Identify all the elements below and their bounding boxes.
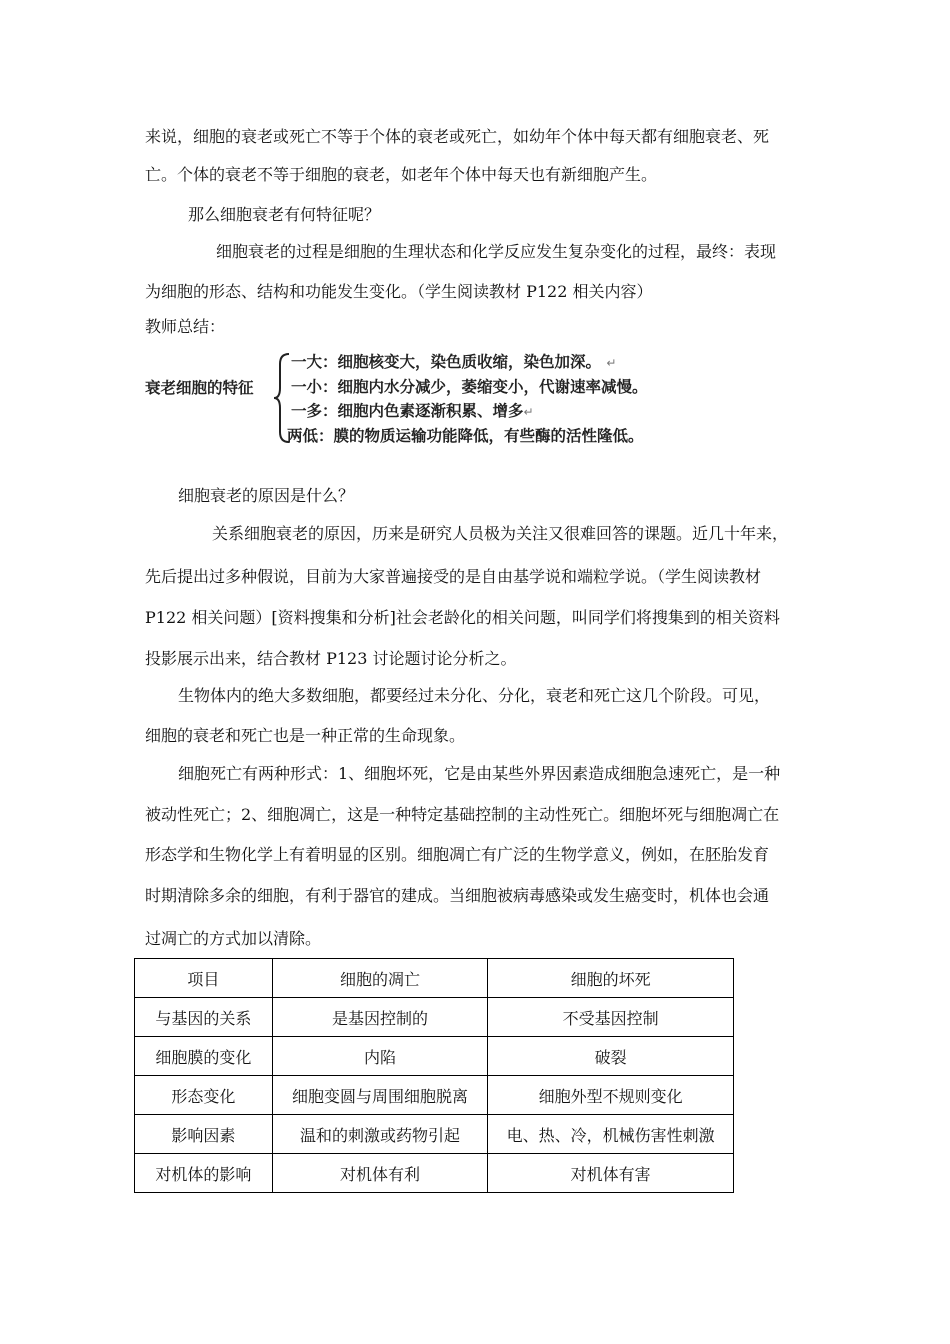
paragraph-line: 细胞衰老的过程是细胞的生理状态和化学反应发生复杂变化的过程，最终：表现: [216, 242, 777, 261]
feature-item-4: 两低：膜的物质运输功能降低，有些酶的活性隆低。: [287, 427, 644, 445]
table-row: [135, 1076, 734, 1115]
table-cell: 细胞变圆与周围细胞脱离: [272, 1076, 488, 1115]
paragraph-line: 生物体内的绝大多数细胞，都要经过未分化、分化，衰老和死亡这几个阶段。可见，: [178, 686, 771, 705]
paragraph-line: 细胞死亡有两种形式：1、细胞坏死，它是由某些外界因素造成细胞急速死亡，是一种: [178, 764, 781, 783]
paragraph-line: P122 相关问题）[资料搜集和分析]社会老龄化的相关问题，叫同学们将搜集到的相关资料: [145, 608, 780, 627]
table-cell: 温和的刺激或药物引起: [272, 1115, 488, 1154]
paragraph-line: 过凋亡的方式加以清除。: [145, 929, 322, 948]
table-row: [135, 1115, 734, 1154]
table-row: [135, 998, 734, 1037]
table-cell: 与基因的关系: [135, 998, 273, 1037]
paragraph-line: 关系细胞衰老的原因，历来是研究人员极为关注又很难回答的课题。近几十年来，: [212, 524, 789, 543]
paragraph-line: 先后提出过多种假说，目前为大家普遍接受的是自由基学说和端粒学说。（学生阅读教材: [145, 567, 762, 586]
table-cell: 形态变化: [135, 1076, 273, 1115]
aging-features-figure: [145, 346, 685, 446]
table-cell: 影响因素: [135, 1115, 273, 1154]
table-header-cell: 细胞的凋亡: [272, 959, 488, 998]
table-header-cell: 细胞的坏死: [488, 959, 734, 998]
feature-item-2: 一小：细胞内水分减少，萎缩变小，代谢速率减慢。: [291, 378, 648, 396]
table-header-row: [135, 959, 734, 998]
question-heading: 细胞衰老的原因是什么？: [178, 486, 355, 505]
features-label: 衰老细胞的特征: [145, 379, 254, 397]
paragraph-line: 来说，细胞的衰老或死亡不等于个体的衰老或死亡，如幼年个体中每天都有细胞衰老、死: [145, 127, 770, 146]
table-cell: 破裂: [488, 1037, 734, 1076]
table-header-cell: 项目: [135, 959, 273, 998]
table-cell: 细胞膜的变化: [135, 1037, 273, 1076]
paragraph-line: 亡。个体的衰老不等于细胞的衰老，如老年个体中每天也有新细胞产生。: [145, 165, 658, 184]
table-cell: 细胞外型不规则变化: [488, 1076, 734, 1115]
paragraph-line: 细胞的衰老和死亡也是一种正常的生命现象。: [145, 726, 466, 745]
feature-item-1: 一大：细胞核变大，染色质收缩，染色加深。 ↵: [291, 353, 617, 371]
paragraph-line: 形态学和生物化学上有着明显的区别。细胞凋亡有广泛的生物学意义，例如，在胚胎发育: [145, 845, 770, 864]
feature-item-3: 一多：细胞内色素逐渐积累、增多↵: [291, 402, 534, 420]
paragraph-line: 时期清除多余的细胞，有利于器官的建成。当细胞被病毒感染或发生癌变时，机体也会通: [145, 886, 770, 905]
table-row: [135, 1154, 734, 1193]
paragraph-line: 为细胞的形态、结构和功能发生变化。（学生阅读教材 P122 相关内容）: [145, 282, 653, 301]
comparison-table: [134, 958, 734, 1193]
table-row: [135, 1037, 734, 1076]
table-cell: 对机体有害: [488, 1154, 734, 1193]
table-cell: 对机体有利: [272, 1154, 488, 1193]
paragraph-line: 被动性死亡；2、细胞凋亡，这是一种特定基础控制的主动性死亡。细胞坏死与细胞凋亡在: [145, 805, 780, 824]
table-cell: 是基因控制的: [272, 998, 488, 1037]
teacher-summary-label: 教师总结：: [145, 317, 226, 336]
question-heading: 那么细胞衰老有何特征呢？: [188, 205, 381, 224]
table-cell: 电、热、冷，机械伤害性刺激: [488, 1115, 734, 1154]
table-cell: 不受基因控制: [488, 998, 734, 1037]
table-cell: 对机体的影响: [135, 1154, 273, 1193]
paragraph-line: 投影展示出来，结合教材 P123 讨论题讨论分析之。: [145, 649, 517, 668]
table-cell: 内陷: [272, 1037, 488, 1076]
